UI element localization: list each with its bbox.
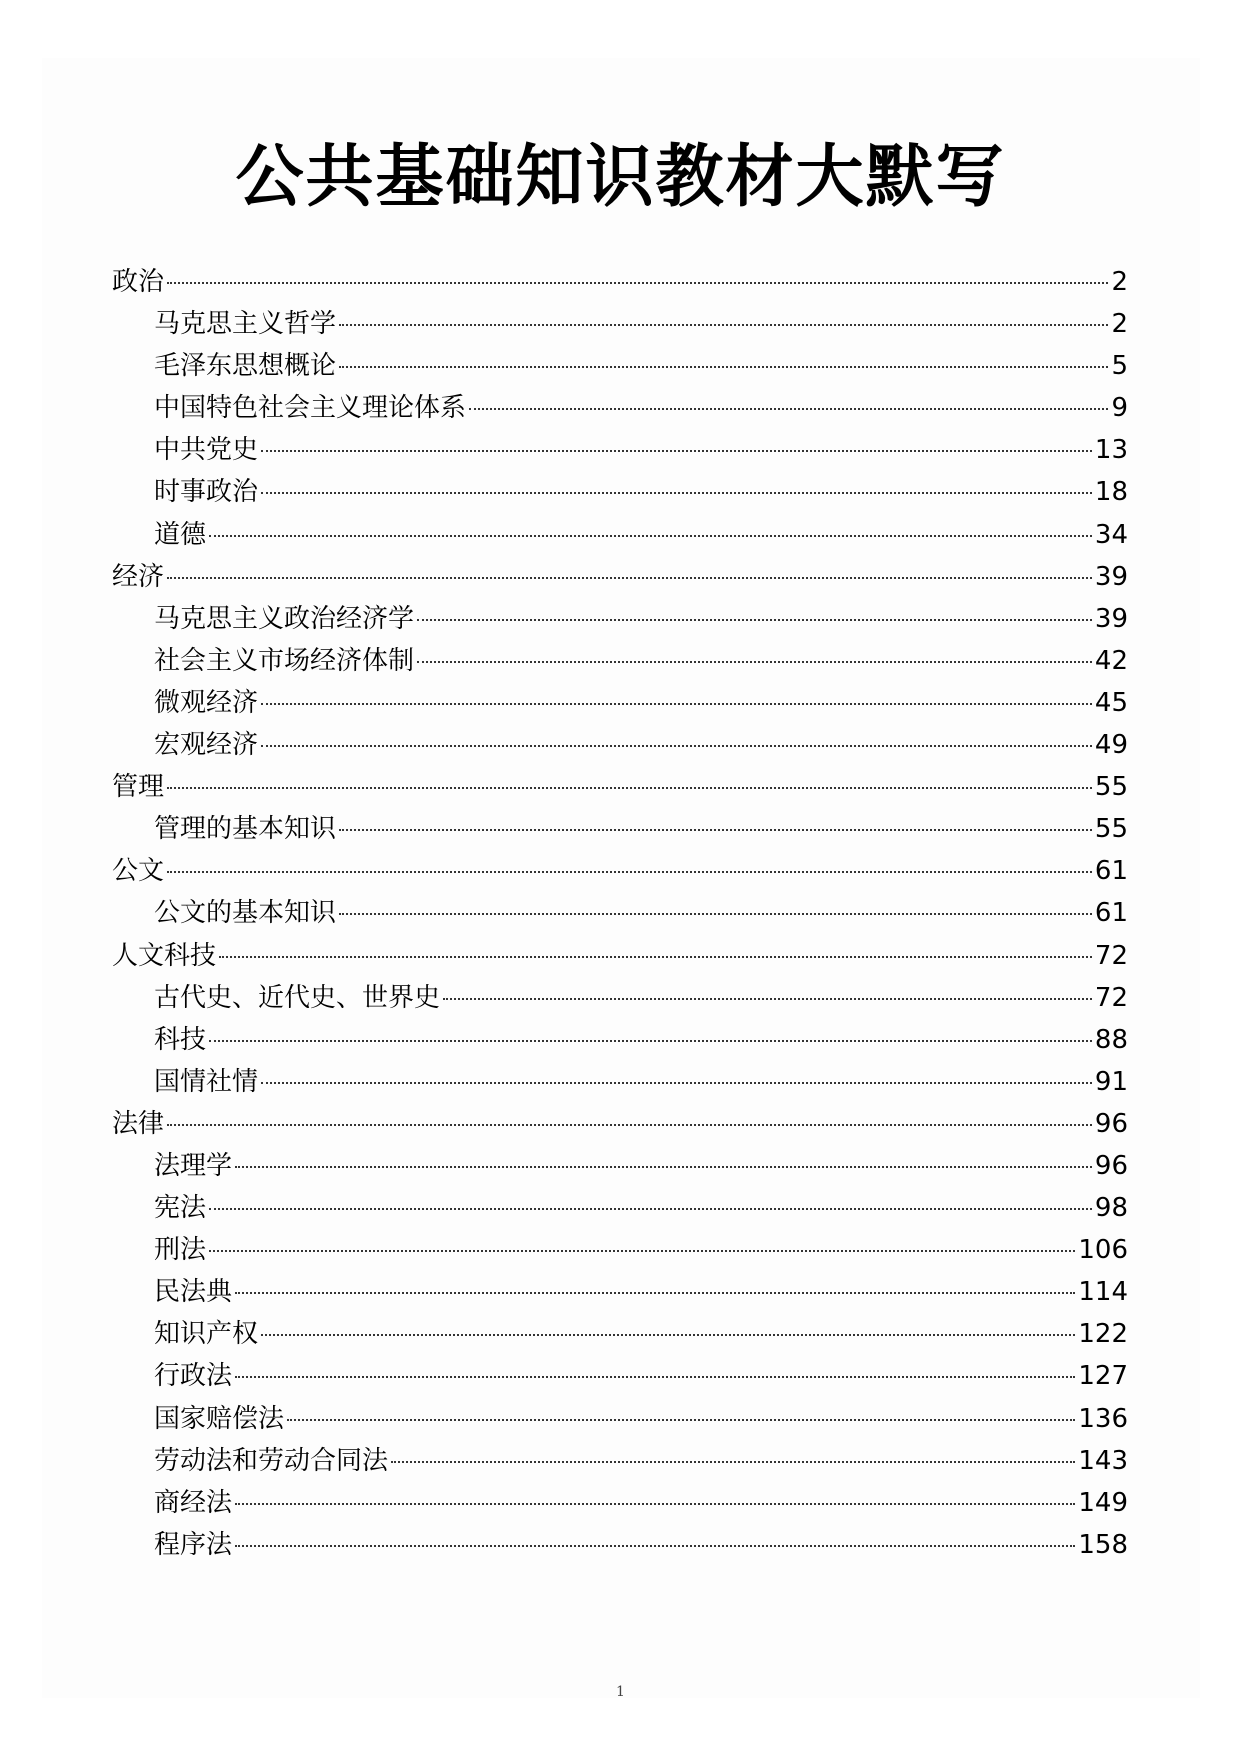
page-number: 1 — [616, 1684, 625, 1700]
toc-entry-label: 微观经济 — [154, 687, 259, 718]
toc-dot-leader — [167, 282, 1108, 284]
toc-entry-label: 中共党史 — [154, 435, 259, 466]
toc-subsection-entry[interactable] — [112, 598, 1128, 640]
toc-entry-label: 道德 — [154, 519, 207, 550]
toc-entry-page-number: 61 — [1094, 856, 1128, 887]
toc-dot-leader — [339, 324, 1108, 326]
toc-subsection-entry[interactable] — [112, 808, 1128, 850]
toc-entry-page-number: 143 — [1078, 1445, 1128, 1476]
toc-entry-page-number: 98 — [1094, 1193, 1128, 1224]
toc-entry-page-number: 39 — [1094, 561, 1128, 592]
toc-subsection-entry[interactable] — [112, 892, 1128, 934]
toc-entry-page-number: 158 — [1078, 1529, 1128, 1560]
toc-subsection-entry[interactable] — [112, 345, 1128, 387]
toc-dot-leader — [287, 1419, 1075, 1421]
toc-dot-leader — [417, 661, 1092, 663]
toc-subsection-entry[interactable] — [112, 724, 1128, 766]
toc-dot-leader — [167, 577, 1092, 579]
toc-entry-page-number: 127 — [1078, 1361, 1128, 1392]
toc-entry-label: 法律 — [112, 1108, 165, 1139]
toc-entry-page-number: 149 — [1078, 1487, 1128, 1518]
toc-dot-leader — [209, 535, 1092, 537]
toc-subsection-entry[interactable] — [112, 1482, 1128, 1524]
toc-subsection-entry[interactable] — [112, 1313, 1128, 1355]
toc-entry-label: 管理 — [112, 772, 165, 803]
toc-subsection-entry[interactable] — [112, 1145, 1128, 1187]
toc-subsection-entry[interactable] — [112, 977, 1128, 1019]
toc-dot-leader — [261, 703, 1092, 705]
toc-dot-leader — [261, 492, 1092, 494]
toc-entry-label: 公文 — [112, 856, 165, 887]
toc-subsection-entry[interactable] — [112, 1019, 1128, 1061]
toc-subsection-entry[interactable] — [112, 1398, 1128, 1440]
toc-subsection-entry[interactable] — [112, 303, 1128, 345]
toc-entry-page-number: 72 — [1094, 982, 1128, 1013]
toc-entry-label: 商经法 — [154, 1487, 233, 1518]
toc-section-entry[interactable] — [112, 850, 1128, 892]
toc-entry-page-number: 114 — [1078, 1277, 1128, 1308]
toc-entry-label: 毛泽东思想概论 — [154, 351, 337, 382]
toc-entry-page-number: 13 — [1094, 435, 1128, 466]
toc-entry-page-number: 61 — [1094, 898, 1128, 929]
toc-entry-page-number: 34 — [1094, 519, 1128, 550]
toc-dot-leader — [209, 1250, 1075, 1252]
toc-entry-page-number: 88 — [1094, 1024, 1128, 1055]
toc-subsection-entry[interactable] — [112, 1187, 1128, 1229]
toc-subsection-entry[interactable] — [112, 514, 1128, 556]
toc-section-entry[interactable] — [112, 261, 1128, 303]
toc-entry-page-number: 91 — [1094, 1066, 1128, 1097]
toc-entry-page-number: 45 — [1094, 687, 1128, 718]
toc-entry-label: 时事政治 — [154, 477, 259, 508]
toc-entry-label: 刑法 — [154, 1235, 207, 1266]
table-of-contents — [112, 261, 1128, 1566]
toc-dot-leader — [443, 998, 1092, 1000]
toc-entry-page-number: 96 — [1094, 1108, 1128, 1139]
toc-dot-leader — [167, 787, 1092, 789]
toc-entry-label: 社会主义市场经济体制 — [154, 645, 415, 676]
toc-dot-leader — [417, 619, 1092, 621]
toc-entry-label: 中国特色社会主义理论体系 — [154, 393, 467, 424]
toc-dot-leader — [219, 956, 1092, 958]
toc-entry-page-number: 2 — [1111, 267, 1128, 297]
toc-section-entry[interactable] — [112, 1103, 1128, 1145]
toc-entry-page-number: 136 — [1078, 1403, 1128, 1434]
toc-subsection-entry[interactable] — [112, 1355, 1128, 1397]
toc-dot-leader — [235, 1545, 1075, 1547]
toc-entry-label: 行政法 — [154, 1361, 233, 1392]
toc-dot-leader — [261, 1082, 1092, 1084]
toc-entry-page-number: 9 — [1111, 393, 1128, 424]
toc-entry-label: 政治 — [112, 267, 165, 297]
toc-entry-label: 宏观经济 — [154, 730, 259, 761]
toc-entry-label: 劳动法和劳动合同法 — [154, 1445, 389, 1476]
toc-entry-label: 经济 — [112, 561, 165, 592]
toc-entry-page-number: 96 — [1094, 1150, 1128, 1181]
toc-entry-label: 国情社情 — [154, 1066, 259, 1097]
toc-entry-label: 知识产权 — [154, 1319, 259, 1350]
toc-dot-leader — [339, 829, 1092, 831]
toc-entry-page-number: 2 — [1111, 309, 1128, 340]
toc-entry-label: 法理学 — [154, 1150, 233, 1181]
toc-dot-leader — [469, 408, 1108, 410]
toc-entry-label: 马克思主义政治经济学 — [154, 603, 415, 634]
toc-entry-page-number: 5 — [1111, 351, 1128, 382]
toc-entry-label: 古代史、近代史、世界史 — [154, 982, 441, 1013]
toc-entry-label: 程序法 — [154, 1529, 233, 1560]
toc-dot-leader — [339, 366, 1108, 368]
toc-subsection-entry[interactable] — [112, 1061, 1128, 1103]
toc-subsection-entry[interactable] — [112, 1524, 1128, 1566]
toc-entry-page-number: 55 — [1094, 814, 1128, 845]
toc-dot-leader — [235, 1376, 1075, 1378]
toc-entry-page-number: 39 — [1094, 603, 1128, 634]
toc-subsection-entry[interactable] — [112, 429, 1128, 471]
toc-section-entry[interactable] — [112, 556, 1128, 598]
toc-dot-leader — [391, 1461, 1075, 1463]
toc-entry-page-number: 106 — [1078, 1235, 1128, 1266]
toc-entry-label: 马克思主义哲学 — [154, 309, 337, 340]
toc-dot-leader — [209, 1040, 1092, 1042]
toc-dot-leader — [167, 1124, 1092, 1126]
toc-dot-leader — [261, 1334, 1075, 1336]
toc-subsection-entry[interactable] — [112, 387, 1128, 429]
toc-dot-leader — [209, 1208, 1092, 1210]
toc-entry-page-number: 49 — [1094, 730, 1128, 761]
toc-subsection-entry[interactable] — [112, 1271, 1128, 1313]
toc-dot-leader — [235, 1166, 1092, 1168]
toc-entry-page-number: 55 — [1094, 772, 1128, 803]
toc-subsection-entry[interactable] — [112, 640, 1128, 682]
toc-dot-leader — [339, 913, 1092, 915]
toc-section-entry[interactable] — [112, 766, 1128, 808]
toc-entry-page-number: 122 — [1078, 1319, 1128, 1350]
document-title: 公共基础知识教材大默写 — [235, 138, 1006, 217]
toc-dot-leader — [167, 871, 1092, 873]
toc-subsection-entry[interactable] — [112, 1440, 1128, 1482]
toc-dot-leader — [261, 450, 1092, 452]
toc-subsection-entry[interactable] — [112, 682, 1128, 724]
toc-dot-leader — [235, 1503, 1075, 1505]
toc-section-entry[interactable] — [112, 935, 1128, 977]
toc-subsection-entry[interactable] — [112, 1229, 1128, 1271]
toc-subsection-entry[interactable] — [112, 471, 1128, 513]
toc-entry-label: 民法典 — [154, 1277, 233, 1308]
toc-entry-label: 国家赔偿法 — [154, 1403, 285, 1434]
toc-entry-page-number: 72 — [1094, 940, 1128, 971]
toc-entry-page-number: 18 — [1094, 477, 1128, 508]
toc-dot-leader — [235, 1292, 1075, 1294]
toc-entry-page-number: 42 — [1094, 645, 1128, 676]
toc-entry-label: 科技 — [154, 1024, 207, 1055]
toc-entry-label: 人文科技 — [112, 940, 217, 971]
toc-dot-leader — [261, 745, 1092, 747]
toc-entry-label: 公文的基本知识 — [154, 898, 337, 929]
toc-entry-label: 管理的基本知识 — [154, 814, 337, 845]
toc-entry-label: 宪法 — [154, 1193, 207, 1224]
